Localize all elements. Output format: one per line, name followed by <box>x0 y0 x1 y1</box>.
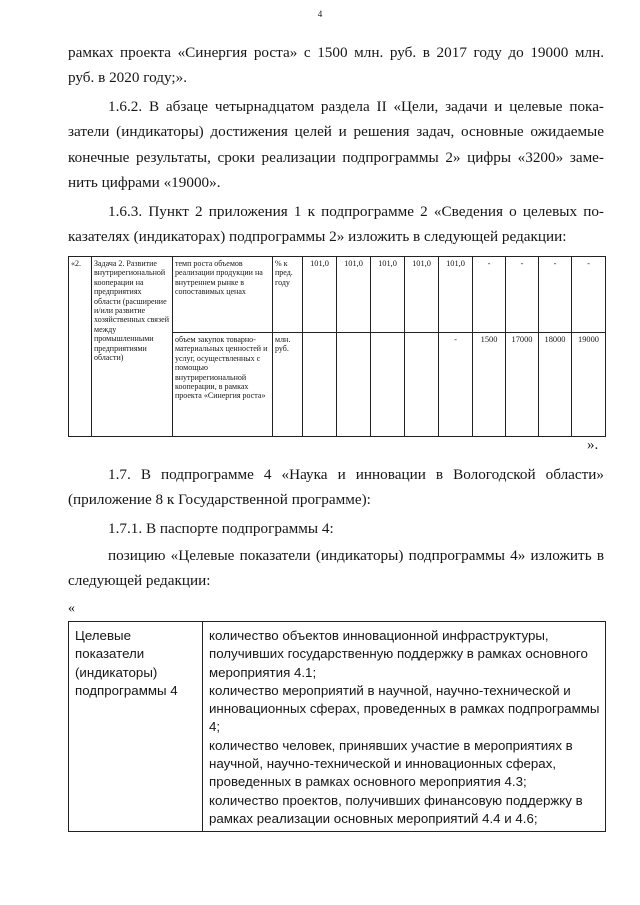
label-text: Целевые показатели (индикаторы) подпрограммы 4 <box>75 628 178 698</box>
text-line: 1.6.2. В абзаце четырнадцатом раздела II «Цели, задачи и целевые пока- <box>108 98 604 115</box>
list-item: количество проектов, получивших финансовую поддержку в рамках реализации основных мероприятий 4.4 и 4.6; <box>209 792 583 826</box>
indicator-text: темп роста объемов реализации продукции на внутреннем рынке в сопоставимых ценах <box>175 259 263 297</box>
passport-table <box>68 621 606 832</box>
value-cell: 101,0 <box>303 257 337 333</box>
list-item: количество объектов инновационной инфраструктуры, получивших государственную поддержку в рамках основного мероприятия 4.1; <box>209 628 588 680</box>
value-cell: 101,0 <box>405 257 439 333</box>
table-row <box>69 622 606 832</box>
paragraph-continuation <box>68 40 604 91</box>
indicator-cell <box>173 333 273 437</box>
indicator-text: объем закупок товарно-материальных ценностей и услуг, осуществленных с помощью внутрирегиональной кооперации, в рамках проекта «Синергия роста» <box>175 335 268 401</box>
text-line: рамках проекта «Синергия роста» с 1500 млн. руб. в 2017 году до 19000 млн. <box>68 44 604 61</box>
text-line: 1.7. В подпрограмме 4 «Наука и инновации в Вологодской области» <box>108 466 604 483</box>
table-row <box>69 257 606 333</box>
value-cell: 101,0 <box>439 257 473 333</box>
value-cell: - <box>539 257 572 333</box>
items-cell <box>203 622 606 832</box>
unit-cell <box>273 333 303 437</box>
value-cell <box>337 333 371 437</box>
value-cell: 19000 <box>572 333 606 437</box>
indicator-cell <box>173 257 273 333</box>
value-cell: 17000 <box>506 333 539 437</box>
text-line: затели (индикаторы) достижения целей и решения задач, основные ожидаемые <box>68 123 604 141</box>
row-number-cell <box>69 257 92 437</box>
value-cell: - <box>439 333 473 437</box>
value-cell: 18000 <box>539 333 572 437</box>
text-line: позицию «Целевые показатели (индикаторы) подпрограммы 4» изложить в <box>108 547 604 564</box>
opening-quote: « <box>68 601 75 616</box>
paragraph-position <box>68 543 604 594</box>
target-indicators-table <box>68 256 606 437</box>
text-line: 1.7.1. В паспорте подпрограммы 4: <box>108 520 334 537</box>
row-number: «2. <box>71 259 81 268</box>
value-cell: - <box>506 257 539 333</box>
value-cell: 101,0 <box>371 257 405 333</box>
list-item: количество человек, принявших участие в мероприятиях в научной, научно-технической и инновационных сферах, проведенных в рамках основного мероприятия 4.3; <box>209 737 573 790</box>
closing-quote: ». <box>587 437 599 453</box>
paragraph-1-7 <box>68 462 604 513</box>
task-cell <box>92 257 173 437</box>
text-line: конечные результаты, сроки реализации подпрограммы 2» цифры «3200» заме- <box>68 148 604 166</box>
page-number: 4 <box>317 9 323 19</box>
paragraph-1-7-1 <box>68 516 604 541</box>
text-line: казателях (индикаторах) подпрограммы 2» изложить в следующей редакции: <box>68 228 567 246</box>
value-cell: - <box>473 257 506 333</box>
text-line: следующей редакции: <box>68 572 211 590</box>
text-line: (приложение 8 к Государственной программе): <box>68 491 371 509</box>
task-text: Задача 2. Развитие внутрирегиональной кооперации на предприятиях области (расширение и/или развитие хозяйственных связей между промышленными предприятиями области) <box>94 259 169 363</box>
value-cell <box>405 333 439 437</box>
unit-cell <box>273 257 303 333</box>
text-line: 1.6.3. Пункт 2 приложения 1 к подпрограмме 2 «Сведения о целевых по- <box>108 203 604 220</box>
value-cell <box>371 333 405 437</box>
value-cell: 1500 <box>473 333 506 437</box>
unit-text: % к пред. году <box>275 259 293 287</box>
value-cell: 101,0 <box>337 257 371 333</box>
value-cell <box>303 333 337 437</box>
text-line: руб. в 2020 году;». <box>68 69 187 87</box>
paragraph-1-6-2 <box>68 94 604 196</box>
label-cell <box>69 622 203 832</box>
list-item: количество мероприятий в научной, научно-технической и инновационных сферах, проведенных в рамках подпрограммы 4; <box>209 682 600 735</box>
value-cell: - <box>572 257 606 333</box>
paragraph-1-6-3 <box>68 199 604 250</box>
unit-text: млн. руб. <box>275 335 291 354</box>
text-line: нить цифрами «19000». <box>68 174 221 192</box>
